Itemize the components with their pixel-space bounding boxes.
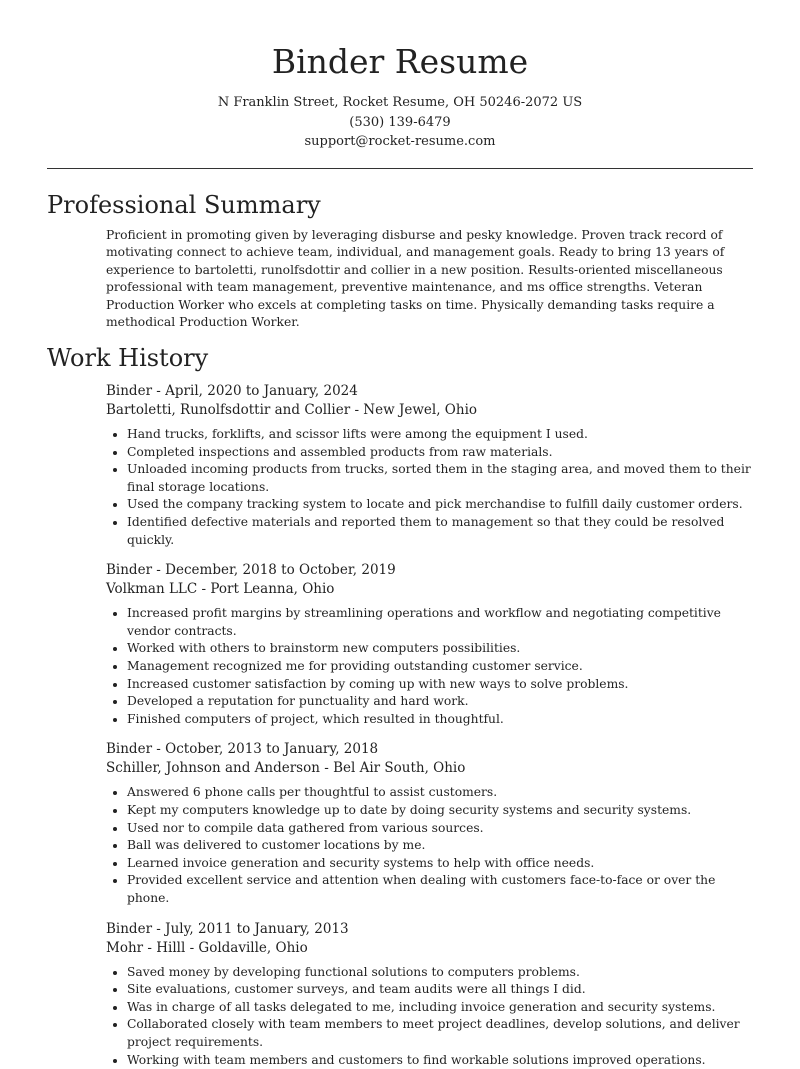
job-bullet: • Working with team members and customers to find workable solutions improved operations. xyxy=(127,1052,753,1069)
job-company-location: Bartoletti, Runolfsdottir and Collier - New Jewel, Ohio xyxy=(106,401,753,420)
resume-name: Binder Resume xyxy=(0,41,800,83)
resume-header xyxy=(0,0,800,152)
job-bullet: • Management recognized me for providing outstanding customer service. xyxy=(127,658,753,676)
job-title-dates: Binder - October, 2013 to January, 2018 xyxy=(106,740,753,759)
contact-email: support@rocket-resume.com xyxy=(0,132,800,152)
job-bullet: • Answered 6 phone calls per thoughtful to assist customers. xyxy=(127,784,753,802)
job-bullet: • Was in charge of all tasks delegated to me, including invoice generation and security systems. xyxy=(127,999,753,1017)
contact-block xyxy=(0,93,800,152)
work-history-heading: Work History xyxy=(47,342,800,374)
job-bullet: • Worked with others to brainstorm new computers possibilities. xyxy=(127,640,753,658)
job-bullet: • Site evaluations, customer surveys, and team audits were all things I did. xyxy=(127,981,753,999)
header-divider xyxy=(47,168,753,169)
job-bullets xyxy=(106,426,753,549)
job-bullet: • Increased customer satisfaction by coming up with new ways to solve problems. xyxy=(127,676,753,694)
job-bullet: • Ball was delivered to customer locations by me. xyxy=(127,837,753,855)
job-entry xyxy=(106,920,753,1069)
job-company-location: Mohr - Hilll - Goldaville, Ohio xyxy=(106,939,753,958)
job-bullet: • Learned invoice generation and security systems to help with office needs. xyxy=(127,855,753,873)
job-entry xyxy=(106,382,753,549)
job-bullet: • Unloaded incoming products from trucks, sorted them in the staging area, and moved them to their final storage locations. xyxy=(127,461,753,496)
job-bullet: • Used nor to compile data gathered from various sources. xyxy=(127,820,753,838)
job-bullet: • Collaborated closely with team members to meet project deadlines, develop solutions, and deliver project requirements. xyxy=(127,1016,753,1051)
job-bullet: • Kept my computers knowledge up to date by doing security systems and security systems. xyxy=(127,802,753,820)
job-bullet: • Provided excellent service and attention when dealing with customers face-to-face or over the phone. xyxy=(127,872,753,907)
job-bullets xyxy=(106,964,753,1069)
job-bullets xyxy=(106,605,753,728)
work-history-list xyxy=(0,382,800,1069)
job-bullet: • Developed a reputation for punctuality and hard work. xyxy=(127,693,753,711)
job-bullet: • Increased profit margins by streamlining operations and workflow and negotiating competitive vendor contracts. xyxy=(127,605,753,640)
job-title-dates: Binder - April, 2020 to January, 2024 xyxy=(106,382,753,401)
job-bullet: • Identified defective materials and reported them to management so that they could be resolved quickly. xyxy=(127,514,753,549)
job-bullet: • Used the company tracking system to locate and pick merchandise to fulfill daily customer orders. xyxy=(127,496,753,514)
job-title-dates: Binder - July, 2011 to January, 2013 xyxy=(106,920,753,939)
summary-text: Proficient in promoting given by leveraging disburse and pesky knowledge. Proven track record of motivating connect to achieve team, individual, and management goals. Ready to bring 13 years of experience to bartoletti, runolfsdottir and collier in a new position. Results-oriented miscellaneous professional with team management, preventive maintenance, and ms office strengths. Veteran Production Worker who excels at completing tasks on time. Physically demanding tasks require a methodical Production Worker. xyxy=(106,227,753,333)
job-bullets xyxy=(106,784,753,907)
summary-heading: Professional Summary xyxy=(47,189,800,221)
job-bullet: • Finished computers of project, which resulted in thoughtful. xyxy=(127,711,753,729)
job-title-dates: Binder - December, 2018 to October, 2019 xyxy=(106,561,753,580)
job-bullet: • Hand trucks, forklifts, and scissor lifts were among the equipment I used. xyxy=(127,426,753,444)
contact-address: N Franklin Street, Rocket Resume, OH 50246-2072 US xyxy=(0,93,800,113)
job-entry xyxy=(106,561,753,728)
job-entry xyxy=(106,740,753,907)
job-company-location: Volkman LLC - Port Leanna, Ohio xyxy=(106,580,753,599)
job-company-location: Schiller, Johnson and Anderson - Bel Air South, Ohio xyxy=(106,759,753,778)
job-bullet: • Saved money by developing functional solutions to computers problems. xyxy=(127,964,753,982)
contact-phone: (530) 139-6479 xyxy=(0,113,800,133)
job-bullet: • Completed inspections and assembled products from raw materials. xyxy=(127,444,753,462)
